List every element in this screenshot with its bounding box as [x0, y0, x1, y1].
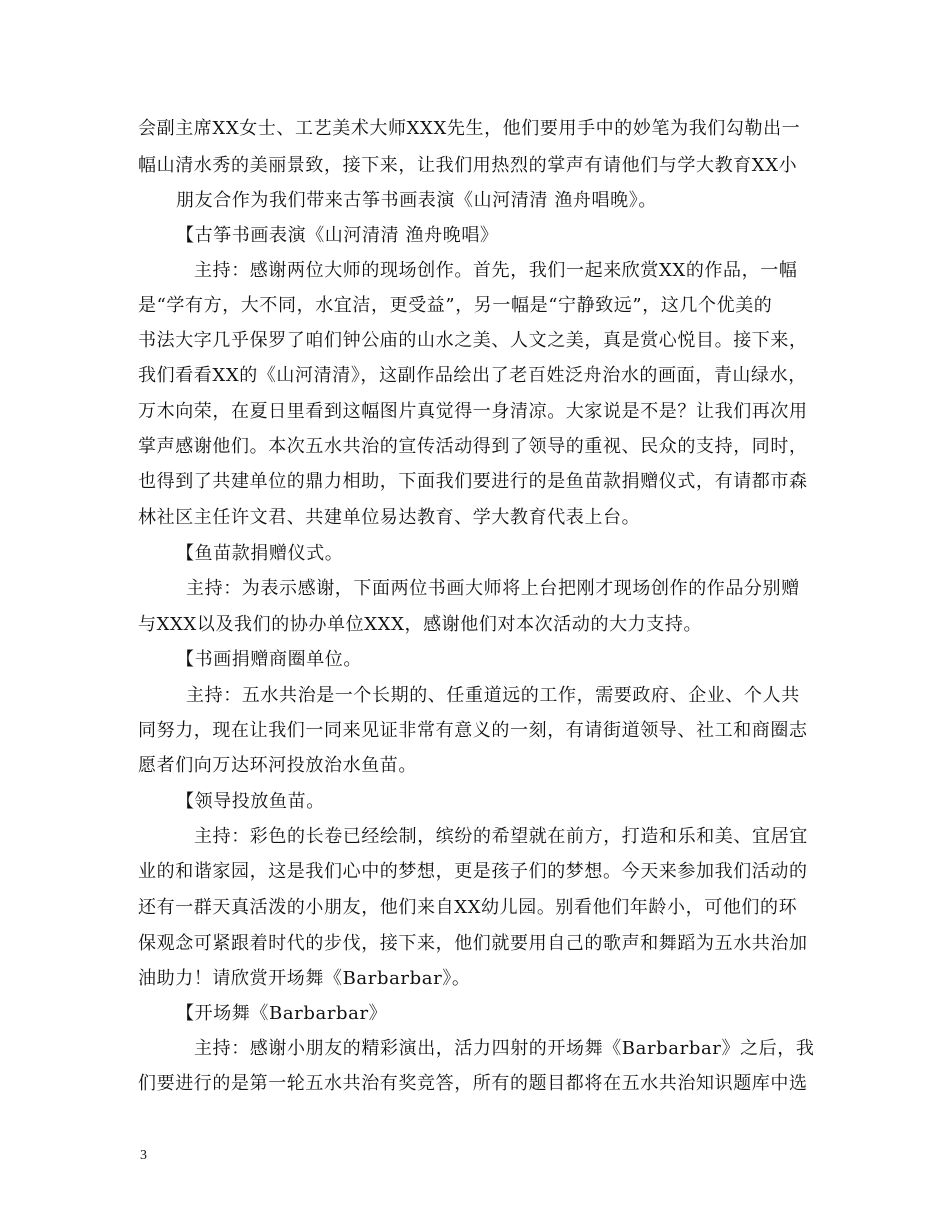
section-heading: 【开场舞《Barbarbar》	[176, 1003, 388, 1024]
text-line: 也得到了共建单位的鼎力相助，下面我们要进行的是鱼苗款捐赠仪式，有请都市森	[138, 471, 808, 492]
text-line: 们要进行的是第一轮五水共治有奖竞答，所有的题目都将在五水共治知识题库中选	[138, 1073, 808, 1094]
text-line: 万木向荣，在夏日里看到这幅图片真觉得一身清凉。大家说是不是？让我们再次用	[138, 401, 808, 422]
text-line: 业的和谐家园，这是我们心中的梦想，更是孩子们的梦想。今天来参加我们活动的	[138, 861, 808, 882]
text-line: 掌声感谢他们。本次五水共治的宣传活动得到了领导的重视、民众的支持，同时，	[138, 436, 808, 457]
text-line: 主持：彩色的长卷已经绘制，缤纷的希望就在前方，打造和乐和美、宜居宜	[194, 826, 808, 847]
text-line: 是“学有方，大不同，水宜洁，更受益”，另一幅是“宁静致远”，这几个优美的	[138, 295, 773, 316]
page-number: 3	[140, 1148, 147, 1163]
section-heading: 【书画捐赠商圈单位。	[176, 649, 362, 670]
text-line: 主持：为表示感谢，下面两位书画大师将上台把刚才现场创作的作品分别赠	[186, 578, 800, 599]
text-line: 朋友合作为我们带来古筝书画表演《山河清清 渔舟唱晚》。	[176, 190, 657, 211]
text-line: 我们看看XX的《山河清清》，这副作品绘出了老百姓泛舟治水的画面，青山绿水，	[138, 365, 807, 386]
text-line: 与XXX以及我们的协办单位XXX，感谢他们对本次活动的大力支持。	[138, 614, 703, 635]
section-heading: 【古筝书画表演《山河清清 渔舟晚唱》	[176, 225, 499, 246]
text-line: 同努力，现在让我们一同来见证非常有意义的一刻，有请街道领导、社工和商圈志	[138, 720, 808, 741]
section-heading: 【领导投放鱼苗。	[176, 791, 325, 812]
text-line: 油助力！请欣赏开场舞《Barbarbar》。	[138, 968, 471, 989]
text-line: 主持：感谢两位大师的现场创作。首先，我们一起来欣赏XX的作品，一幅	[194, 260, 798, 281]
text-line: 书法大字几乎保罗了咱们钟公庙的山水之美、人文之美，真是赏心悦目。接下来，	[138, 330, 808, 351]
section-heading: 【鱼苗款捐赠仪式。	[176, 543, 344, 564]
text-line: 林社区主任许文君、共建单位易达教育、学大教育代表上台。	[138, 507, 641, 528]
text-line: 愿者们向万达环河投放治水鱼苗。	[138, 755, 417, 776]
text-line: 主持：五水共治是一个长期的、任重道远的工作，需要政府、企业、个人共	[186, 685, 800, 706]
text-line: 会副主席XX女士、工艺美术大师XXX先生，他们要用手中的妙笔为我们勾勒出一	[138, 118, 801, 139]
text-line: 保观念可紧跟着时代的步伐，接下来，他们就要用自己的歌声和舞蹈为五水共治加	[138, 933, 808, 954]
text-line: 主持：感谢小朋友的精彩演出，活力四射的开场舞《Barbarbar》之后，我	[194, 1038, 815, 1059]
text-line: 还有一群天真活泼的小朋友，他们来自XX幼儿园。别看他们年龄小，可他们的环	[138, 897, 798, 918]
text-line: 幅山清水秀的美丽景致，接下来，让我们用热烈的掌声有请他们与学大教育XX小	[138, 155, 798, 176]
